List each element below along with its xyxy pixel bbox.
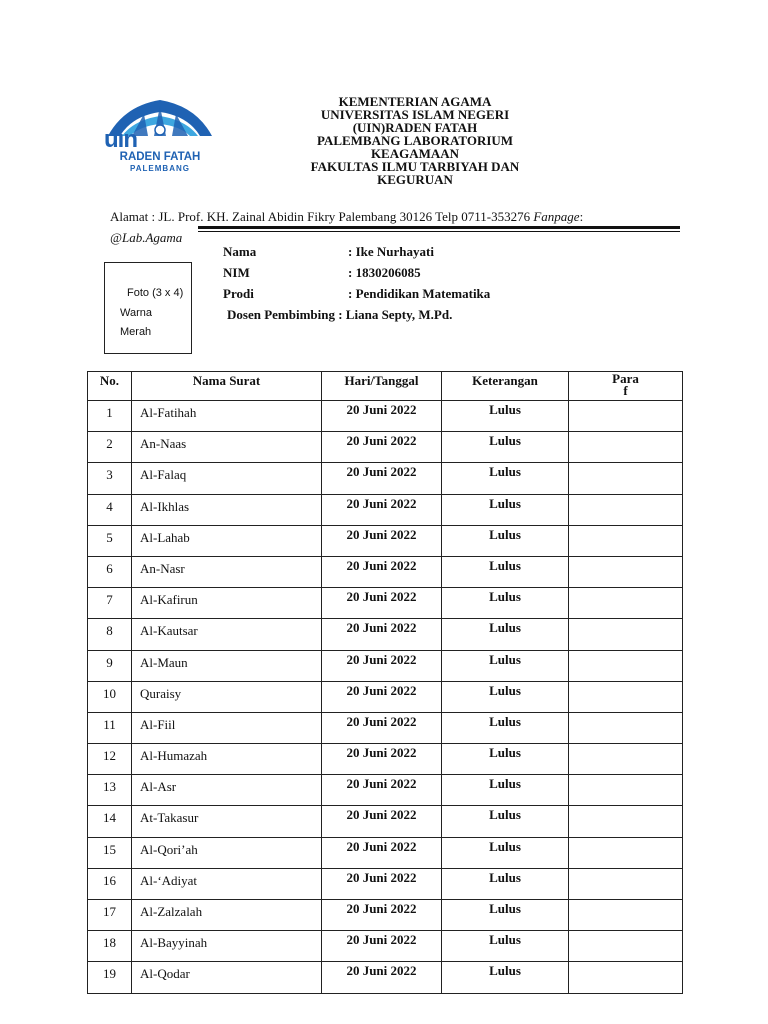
cell-tanggal: 20 Juni 2022 [322,556,442,587]
header-line: (UIN)RADEN FATAH [352,120,478,135]
cell-keterangan: Lulus [442,556,569,587]
cell-tanggal: 20 Juni 2022 [322,432,442,463]
letterhead-rule-thin [198,231,680,232]
header-line: KEAGAMAAN [370,146,460,161]
header-line: KEMENTERIAN AGAMA [338,94,492,109]
cell-nama-surat: Al-Falaq [132,463,322,494]
cell-paraf [569,837,683,868]
cell-paraf [569,744,683,775]
cell-tanggal: 20 Juni 2022 [322,837,442,868]
cell-tanggal: 20 Juni 2022 [322,650,442,681]
cell-no: 14 [88,806,132,837]
uin-logo [104,96,216,178]
cell-tanggal: 20 Juni 2022 [322,775,442,806]
cell-no: 17 [88,900,132,931]
table-row [88,900,683,931]
cell-paraf [569,556,683,587]
photo-placeholder [104,262,192,354]
table-row [88,931,683,962]
cell-no: 7 [88,588,132,619]
table-row [88,681,683,712]
cell-keterangan: Lulus [442,494,569,525]
cell-tanggal: 20 Juni 2022 [322,401,442,432]
cell-paraf [569,868,683,899]
fanpage-handle: @Lab.Agama [110,230,183,245]
cell-keterangan: Lulus [442,806,569,837]
cell-no: 8 [88,619,132,650]
cell-nama-surat: Al-Kafirun [132,588,322,619]
cell-nama-surat: Al-Fiil [132,712,322,743]
cell-nama-surat: Al-Kautsar [132,619,322,650]
cell-keterangan: Lulus [442,712,569,743]
table-row [88,806,683,837]
header-tanggal: Hari/Tanggal [322,372,442,401]
cell-tanggal: 20 Juni 2022 [322,525,442,556]
cell-keterangan: Lulus [442,432,569,463]
prodi-value: : Pendidikan Matematika [348,286,491,301]
cell-paraf [569,712,683,743]
cell-no: 12 [88,744,132,775]
cell-keterangan: Lulus [442,775,569,806]
cell-keterangan: Lulus [442,744,569,775]
table-row [88,463,683,494]
header-line: PALEMBANG LABORATORIUM [316,133,514,148]
cell-keterangan: Lulus [442,619,569,650]
logo-uin-text: uin [104,126,137,153]
cell-paraf [569,494,683,525]
cell-no: 10 [88,681,132,712]
photo-color-line: Merah [120,326,152,338]
cell-tanggal: 20 Juni 2022 [322,494,442,525]
cell-keterangan: Lulus [442,931,569,962]
cell-tanggal: 20 Juni 2022 [322,712,442,743]
cell-no: 2 [88,432,132,463]
cell-no: 5 [88,525,132,556]
cell-keterangan: Lulus [442,401,569,432]
cell-paraf [569,432,683,463]
table-row [88,712,683,743]
fanpage-label: Fanpage [533,209,580,224]
address-line [110,209,690,225]
address-text: Alamat : JL. Prof. KH. Zainal Abidin Fikry Palembang 30126 Telp 0711-353276 [110,209,534,224]
header-paraf-2: f [623,383,628,398]
cell-nama-surat: An-Naas [132,432,322,463]
cell-no: 15 [88,837,132,868]
cell-nama-surat: At-Takasur [132,806,322,837]
cell-nama-surat: Al-Zalzalah [132,900,322,931]
table-row [88,775,683,806]
table-row [88,588,683,619]
cell-paraf [569,650,683,681]
cell-no: 16 [88,868,132,899]
table-row [88,619,683,650]
cell-paraf [569,401,683,432]
cell-keterangan: Lulus [442,868,569,899]
prodi-label: Prodi [223,286,254,301]
cell-nama-surat: An-Nasr [132,556,322,587]
cell-keterangan: Lulus [442,837,569,868]
table-row [88,962,683,993]
cell-nama-surat: Al-Asr [132,775,322,806]
table-row [88,837,683,868]
cell-no: 9 [88,650,132,681]
cell-nama-surat: Al-Qodar [132,962,322,993]
header-line: KEGURUAN [377,172,453,187]
cell-no: 6 [88,556,132,587]
cell-nama-surat: Al-Fatihah [132,401,322,432]
cell-no: 3 [88,463,132,494]
cell-no: 18 [88,931,132,962]
cell-no: 11 [88,712,132,743]
cell-paraf [569,463,683,494]
cell-nama-surat: Al-Ikhlas [132,494,322,525]
nama-label: Nama [223,244,257,259]
letterhead-rule-thick [198,226,680,229]
header-paraf-1: Para [612,371,639,386]
cell-paraf [569,806,683,837]
cell-nama-surat: Quraisy [132,681,322,712]
table-row [88,525,683,556]
cell-tanggal: 20 Juni 2022 [322,681,442,712]
cell-paraf [569,931,683,962]
dosen-pembimbing: Dosen Pembimbing : Liana Septy, M.Pd. [227,307,453,322]
table-row [88,556,683,587]
cell-paraf [569,619,683,650]
cell-tanggal: 20 Juni 2022 [322,463,442,494]
header-no: No. [88,372,132,401]
cell-no: 1 [88,401,132,432]
photo-caption: Foto (3 x 4) [127,287,184,299]
cell-paraf [569,588,683,619]
logo-name: RADEN FATAH [119,151,201,163]
table-row [88,650,683,681]
logo-city: PALEMBANG [130,164,190,173]
cell-keterangan: Lulus [442,962,569,993]
cell-tanggal: 20 Juni 2022 [322,931,442,962]
nim-value: : 1830206085 [348,265,421,280]
cell-tanggal: 20 Juni 2022 [322,806,442,837]
letterhead-title [285,95,545,186]
cell-tanggal: 20 Juni 2022 [322,588,442,619]
table-header-row [88,372,683,401]
surat-table [87,371,683,994]
cell-paraf [569,525,683,556]
header-nama-surat: Nama Surat [132,372,322,401]
cell-no: 4 [88,494,132,525]
cell-paraf [569,962,683,993]
cell-tanggal: 20 Juni 2022 [322,900,442,931]
header-line: UNIVERSITAS ISLAM NEGERI [320,107,510,122]
cell-tanggal: 20 Juni 2022 [322,868,442,899]
cell-keterangan: Lulus [442,463,569,494]
table-row [88,494,683,525]
cell-nama-surat: Al-Humazah [132,744,322,775]
cell-keterangan: Lulus [442,588,569,619]
fanpage-colon: : [579,209,584,224]
cell-keterangan: Lulus [442,650,569,681]
cell-keterangan: Lulus [442,525,569,556]
cell-keterangan: Lulus [442,900,569,931]
table-row [88,401,683,432]
cell-paraf [569,681,683,712]
cell-no: 13 [88,775,132,806]
cell-nama-surat: Al-‘Adiyat [132,868,322,899]
photo-color-line: Warna [120,307,152,319]
cell-paraf [569,900,683,931]
cell-nama-surat: Al-Bayyinah [132,931,322,962]
header-line: FAKULTAS ILMU TARBIYAH DAN [310,159,520,174]
cell-nama-surat: Al-Lahab [132,525,322,556]
cell-nama-surat: Al-Maun [132,650,322,681]
table-row [88,432,683,463]
table-row [88,744,683,775]
header-paraf [569,372,683,401]
cell-tanggal: 20 Juni 2022 [322,962,442,993]
cell-paraf [569,775,683,806]
table-row [88,868,683,899]
cell-nama-surat: Al-Qori’ah [132,837,322,868]
cell-no: 19 [88,962,132,993]
cell-tanggal: 20 Juni 2022 [322,744,442,775]
header-keterangan: Keterangan [442,372,569,401]
nim-label: NIM [223,265,250,280]
cell-keterangan: Lulus [442,681,569,712]
nama-value: : Ike Nurhayati [348,244,434,259]
cell-tanggal: 20 Juni 2022 [322,619,442,650]
